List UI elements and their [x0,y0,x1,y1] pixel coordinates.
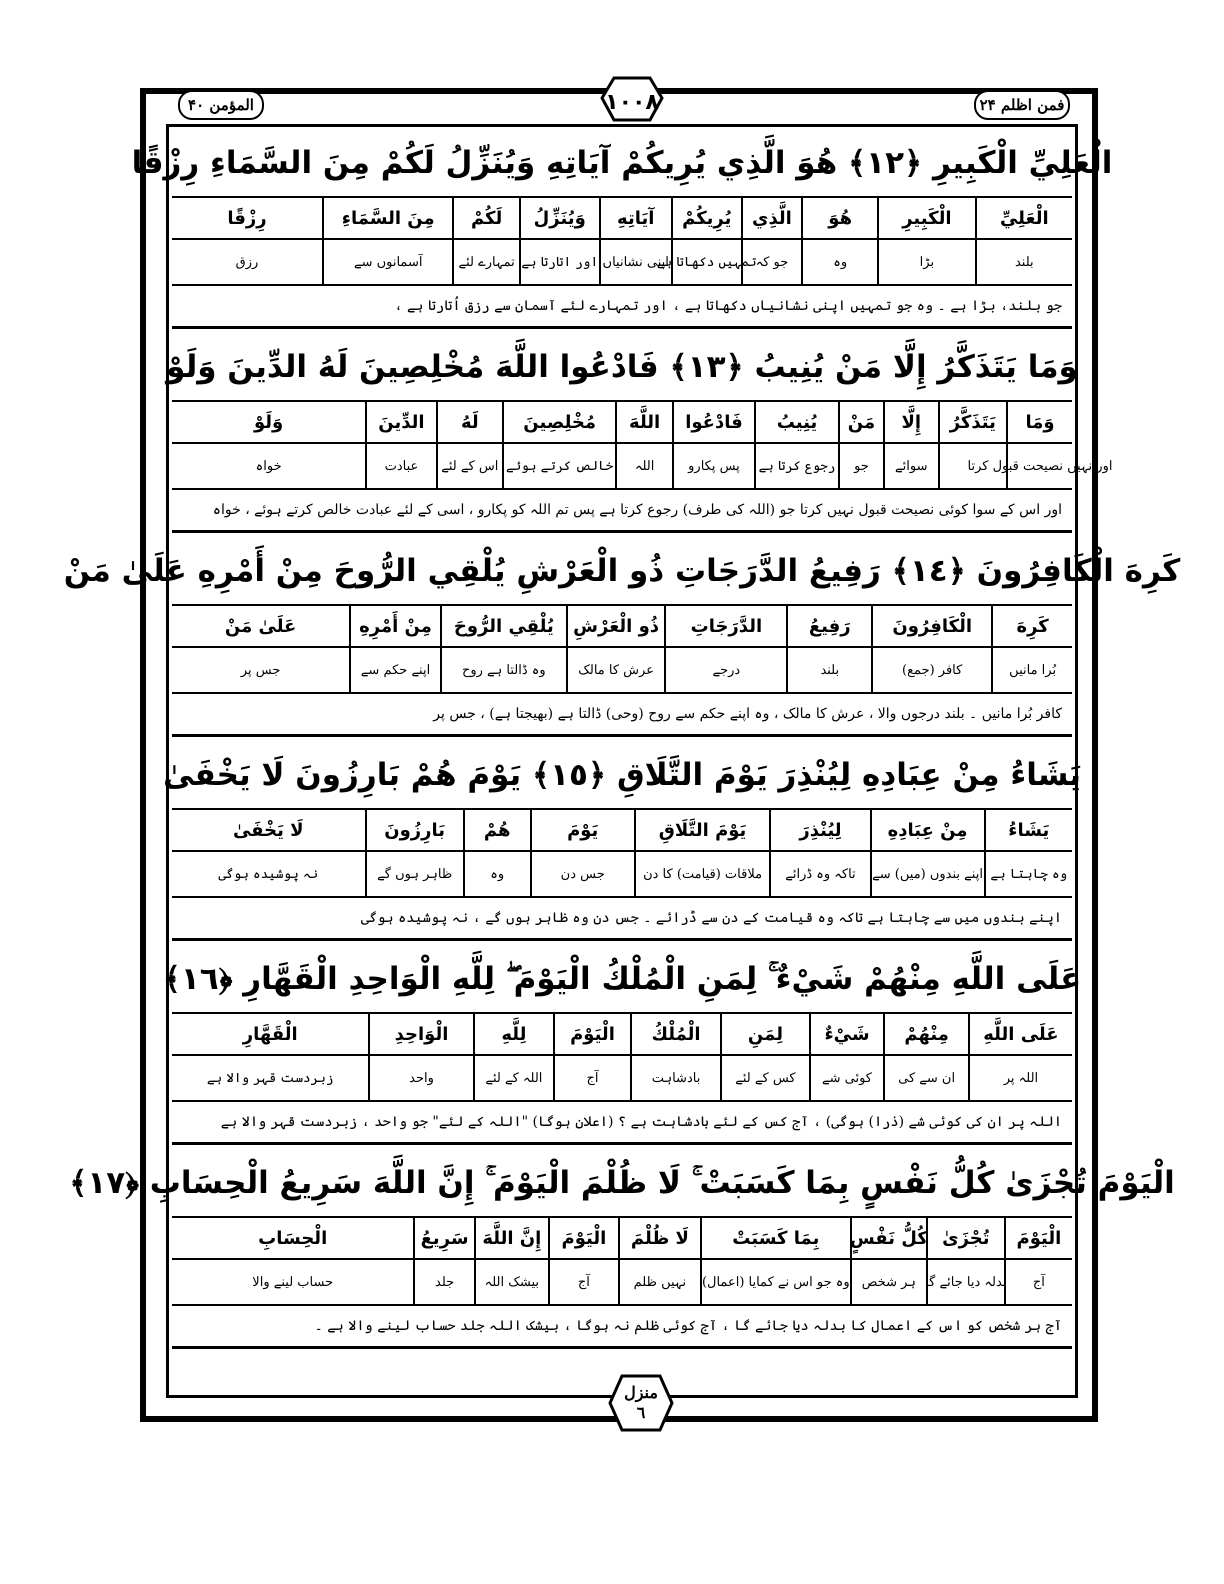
word-meaning: وہ جو اس نے کمایا (اعمال) [702,1260,850,1306]
word-cell [877,198,974,286]
word-cell [599,198,671,286]
word-meaning: آسمانوں سے [324,240,453,286]
word-meaning: تمہیں دکھاتا ہے [673,240,741,286]
word-cell [473,1014,554,1102]
word-cell [871,606,991,694]
word-meaning: بلند [788,648,871,694]
arabic-word: هُمْ [465,810,530,852]
word-cell [870,810,984,898]
word-meaning: بدلہ دیا جائے گا [928,1260,1004,1306]
arabic-word: الْحِسَابِ [172,1218,413,1260]
word-cell [801,198,877,286]
arabic-word: الْعَلِيِّ [977,198,1072,240]
arabic-word: إِلَّا [885,402,938,444]
arabic-word: كُلُّ نَفْسٍ [852,1218,926,1260]
word-meaning: اللہ کے لئے [475,1056,554,1102]
arabic-word: شَيْءٌ [811,1014,884,1056]
urdu-translation: جو بلند، بڑا ہے ۔ وہ جو تمہیں اپنی نشانیاں دکھاتا ہے ، اور تمہارے لئے آسمان سے رزق اُتارتا ہے ، [172,286,1072,329]
word-grid [172,1014,1072,1102]
word-cell [630,1014,720,1102]
manzil-number: ٦ [636,1403,646,1422]
arabic-verse: وَمَا يَتَذَكَّرُ إِلَّا مَنْ يُنِيبُ ﴿١٣﴾ فَادْعُوا اللَّهَ مُخْلِصِينَ لَهُ الدِّينَ وَلَوْ [172,334,1072,402]
word-meaning: اپنے حکم سے [351,648,440,694]
arabic-verse: الْيَوْمَ تُجْزَىٰ كُلُّ نَفْسٍ بِمَا كَسَبَتْ ۚ لَا ظُلْمَ الْيَوْمَ ۚ إِنَّ اللَّهَ سَرِيعُ الْحِسَابِ ﴿١٧﴾ [172,1150,1072,1218]
arabic-word: هُوَ [803,198,877,240]
arabic-word: مِنَ السَّمَاءِ [324,198,453,240]
word-meaning: عبادت [367,444,435,490]
arabic-word: الدَّرَجَاتِ [666,606,786,648]
word-cell [463,810,530,898]
arabic-word: يَوْمَ التَّلَاقِ [636,810,770,852]
word-meaning: واحد [370,1056,472,1102]
word-meaning: خالص کرتے ہوئے [504,444,615,490]
arabic-word: يُنِيبُ [756,402,838,444]
word-meaning: جس پر [172,648,349,694]
arabic-word: يَوْمَ [532,810,634,852]
verse-section-3 [63,538,1181,737]
word-meaning: پس پکارو [674,444,754,490]
word-meaning: ظاہر ہوں گے [367,852,463,898]
word-cell [502,402,615,490]
word-meaning: ان سے کی [885,1056,968,1102]
arabic-word: الْيَوْمَ [1006,1218,1072,1260]
arabic-word: مَنْ [840,402,883,444]
word-cell [850,1218,926,1306]
word-cell [786,606,871,694]
word-cell [809,1014,884,1102]
arabic-word: بِمَا كَسَبَتْ [702,1218,850,1260]
word-cell [436,402,502,490]
arabic-word: اللَّهَ [617,402,672,444]
arabic-word: وَمَا [1008,402,1072,444]
arabic-word: الْيَوْمَ [550,1218,618,1260]
para-name-label: فمن اظلم ۲۴ [974,90,1070,120]
word-cell [548,1218,618,1306]
word-cell [172,402,365,490]
word-meaning: بُرا مانیں [993,648,1072,694]
verse-section-6 [69,1150,1175,1349]
arabic-word: لَهُ [438,402,502,444]
arabic-word: عَلَىٰ مَنْ [172,606,349,648]
word-cell [172,810,365,898]
word-cell [1004,1218,1072,1306]
urdu-translation: اللہ پر ان کی کوئی شے (ذرا) ہوگی) ، آج کس کے لئے بادشاہت ہے ؟ (اعلان ہوگا) "اللہ کے لئے" جو واحد ، زبردست قہر والا ہے [172,1102,1072,1145]
arabic-word: يُرِيكُمْ [673,198,741,240]
word-cell [634,810,770,898]
word-cell [474,1218,548,1306]
arabic-word: وَلَوْ [172,402,365,444]
word-meaning: آج [555,1056,630,1102]
arabic-word: الْمُلْكُ [632,1014,720,1056]
arabic-word: رَفِيعُ [788,606,871,648]
word-cell [968,1014,1072,1102]
word-meaning: زبردست قہر والا ہے [172,1056,368,1102]
arabic-word: الْكَبِيرِ [879,198,974,240]
word-meaning: نہ پوشیدہ ہوگی [172,852,365,898]
word-meaning: بادشاہت [632,1056,720,1102]
arabic-word: عَلَى اللَّهِ [970,1014,1072,1056]
arabic-verse: عَلَى اللَّهِ مِنْهُمْ شَيْءٌ ۚ لِمَنِ الْمُلْكُ الْيَوْمَ ۖ لِلَّهِ الْوَاحِدِ الْقَهَّارِ ﴿١٦﴾ [172,946,1072,1014]
word-meaning: جو [840,444,883,490]
word-meaning: جو کہ [743,240,801,286]
word-meaning: اس کے لئے [438,444,502,490]
arabic-word: كَرِهَ [993,606,1072,648]
word-cell [938,402,1006,490]
arabic-word: مِنْهُمْ [885,1014,968,1056]
word-meaning: بلند [977,240,1072,286]
word-meaning: بڑا [879,240,974,286]
word-meaning: وہ ڈالتا ہے روح [442,648,566,694]
arabic-word: سَرِيعُ [415,1218,473,1260]
word-meaning: تاکہ وہ ڈرائے [771,852,869,898]
word-cell [566,606,664,694]
word-meaning: وہ چاہتا ہے [986,852,1072,898]
word-meaning: جلد [415,1260,473,1306]
arabic-word: الْكَافِرُونَ [873,606,991,648]
verse-section-5 [162,946,1082,1145]
urdu-translation: آج ہر شخص کو اس کے اعمال کا بدلہ دیا جائے گا ، آج کوئی ظلم نہ ہوگا ، بیشک اللہ جلد حساب لینے والا ہے ۔ [172,1306,1072,1349]
word-cell [975,198,1072,286]
word-meaning: آج [550,1260,618,1306]
arabic-verse: الْعَلِيِّ الْكَبِيرِ ﴿١٢﴾ هُوَ الَّذِي يُرِيكُمْ آيَاتِهِ وَيُنَزِّلُ لَكُمْ مِنَ السَّمَاءِ رِزْقًا [172,130,1072,198]
arabic-word: آيَاتِهِ [601,198,671,240]
word-meaning: اللہ پر [970,1056,1072,1102]
arabic-word: يَتَذَكَّرُ [940,402,1006,444]
word-cell [440,606,566,694]
word-cell [672,402,754,490]
word-cell [925,1218,1007,1306]
word-meaning: اپنی نشانیاں [601,240,671,286]
word-cell [991,606,1072,694]
arabic-word: إِنَّ اللَّهَ [476,1218,548,1260]
word-meaning: اور نہیں نصیحت قبول کرتا [1008,444,1072,490]
arabic-word: رِزْقًا [172,198,322,240]
word-grid [172,198,1072,286]
word-cell [452,198,518,286]
word-grid [172,606,1072,694]
arabic-word: بَارِزُونَ [367,810,463,852]
arabic-word: الْيَوْمَ [555,1014,630,1056]
word-meaning: اپنے بندوں (میں) سے [872,852,984,898]
word-cell [618,1218,700,1306]
word-meaning: درجے [666,648,786,694]
word-cell [413,1218,473,1306]
verse-section-1 [131,130,1113,329]
word-meaning: رزق [172,240,322,286]
word-grid [172,810,1072,898]
word-grid [172,402,1113,490]
word-meaning: تمہارے لئے [454,240,518,286]
word-cell [172,1014,368,1102]
word-cell [530,810,634,898]
word-cell [883,1014,968,1102]
verse-section-2 [166,334,1113,533]
manzil-label: منزل [624,1383,658,1402]
word-meaning: کس کے لئے [722,1056,808,1102]
arabic-word: مُخْلِصِينَ [504,402,615,444]
arabic-verse: كَرِهَ الْكَافِرُونَ ﴿١٤﴾ رَفِيعُ الدَّرَجَاتِ ذُو الْعَرْشِ يُلْقِي الرُّوحَ مِنْ أَمْرِهِ عَلَىٰ مَنْ [172,538,1072,606]
word-meaning: وہ [803,240,877,286]
arabic-verse: يَشَاءُ مِنْ عِبَادِهِ لِيُنْذِرَ يَوْمَ التَّلَاقِ ﴿١٥﴾ يَوْمَ هُمْ بَارِزُونَ لَا يَخْفَىٰ [172,742,1072,810]
word-meaning: رجوع کرتا ہے [756,444,838,490]
manzil-badge [602,1372,680,1434]
word-cell [700,1218,850,1306]
word-cell [769,810,869,898]
word-cell [883,402,938,490]
word-cell [984,810,1072,898]
arabic-word: لِمَنِ [722,1014,808,1056]
word-cell [172,198,322,286]
arabic-word: لَا ظُلْمَ [620,1218,700,1260]
word-meaning: اور اتارتا ہے [521,240,599,286]
word-meaning: خواہ [172,444,365,490]
word-meaning: ہر شخص [852,1260,926,1306]
arabic-word: فَادْعُوا [674,402,754,444]
arabic-word: تُجْزَىٰ [928,1218,1004,1260]
word-cell [172,1218,413,1306]
word-cell [553,1014,630,1102]
word-meaning: بیشک اللہ [476,1260,548,1306]
word-meaning: حساب لینے والا [172,1260,413,1306]
word-cell [172,606,349,694]
word-meaning: ملاقات (قیامت) کا دن [636,852,770,898]
word-cell [656,198,757,286]
word-meaning: آج [1006,1260,1072,1306]
word-meaning: عرش کا مالک [568,648,664,694]
arabic-word: الَّذِي [743,198,801,240]
arabic-word: مِنْ أَمْرِهِ [351,606,440,648]
word-meaning: کوئی شے [811,1056,884,1102]
arabic-word: يُلْقِي الرُّوحَ [442,606,566,648]
word-cell [365,810,463,898]
word-meaning: وہ [465,852,530,898]
word-cell [754,402,838,490]
word-cell [519,198,599,286]
urdu-translation: کافر بُرا مانیں ۔ بلند درجوں والا ، عرش کا مالک ، وہ اپنے حکم سے روح (وحی) ڈالتا ہے (بھیجتا ہے) ، جس پر [172,694,1072,737]
word-meaning: سوائے [885,444,938,490]
word-meaning: اللہ [617,444,672,490]
word-cell [368,1014,472,1102]
verse-section-4 [162,742,1082,941]
word-cell [720,1014,808,1102]
word-cell [615,402,672,490]
arabic-word: يَشَاءُ [986,810,1072,852]
word-cell [664,606,786,694]
arabic-word: الْوَاحِدِ [370,1014,472,1056]
word-cell [349,606,440,694]
word-grid [172,1218,1072,1306]
arabic-word: لَا يَخْفَىٰ [172,810,365,852]
arabic-word: ذُو الْعَرْشِ [568,606,664,648]
word-cell [322,198,453,286]
arabic-word: الدِّينَ [367,402,435,444]
word-cell [741,198,801,286]
page-number: ۱۰۰۸ [605,89,659,115]
arabic-word: وَيُنَزِّلُ [521,198,599,240]
word-meaning: نہیں ظلم [620,1260,700,1306]
word-meaning: کافر (جمع) [873,648,991,694]
word-cell [365,402,435,490]
arabic-word: لِيُنْذِرَ [771,810,869,852]
arabic-word: مِنْ عِبَادِهِ [872,810,984,852]
arabic-word: لَكُمْ [454,198,518,240]
surah-name-label: المؤمن ۴۰ [178,90,264,120]
urdu-translation: اور اس کے سوا کوئی نصیحت قبول نہیں کرتا جو (اللہ کی طرف) رجوع کرتا ہے پس تم اللہ کو پکارو ، اسی کے لئے عبادت خالص کرتے ہوئے ، خواہ [172,490,1072,533]
arabic-word: لِلَّهِ [475,1014,554,1056]
arabic-word: الْقَهَّارِ [172,1014,368,1056]
page-number-badge [592,72,672,124]
word-meaning: جس دن [532,852,634,898]
word-cell [838,402,883,490]
urdu-translation: اپنے بندوں میں سے چاہتا ہے تاکہ وہ قیامت کے دن سے ڈرائے ۔ جس دن وہ ظاہر ہوں گے ، نہ پوشیدہ ہوگی [172,898,1072,941]
